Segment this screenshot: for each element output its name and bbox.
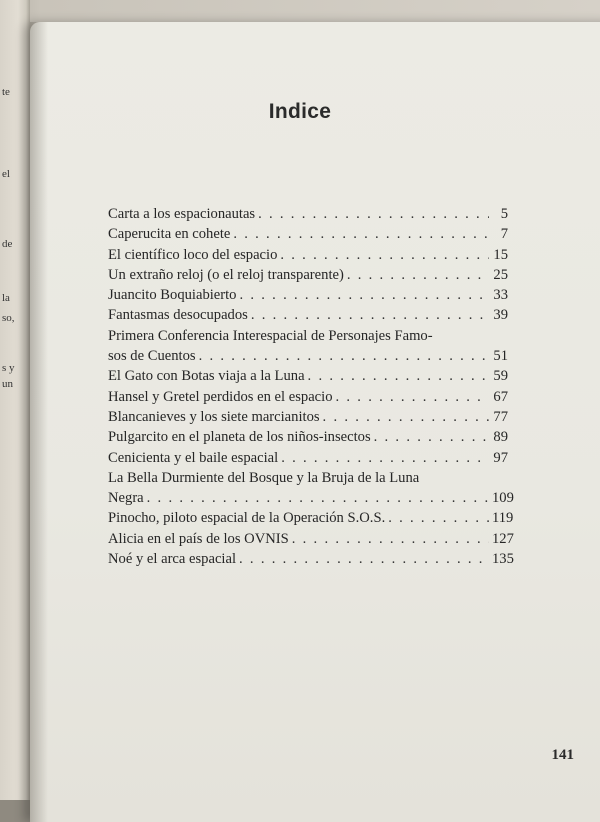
toc-entry [108, 224, 508, 244]
leader-dots [239, 549, 489, 569]
toc-entry-title: Pulgarcito en el planeta de los niños-insectos [108, 429, 371, 446]
toc-entry-page: 135 [492, 551, 514, 568]
toc-entry-page: 127 [492, 530, 514, 547]
toc-entry [108, 305, 508, 325]
toc-entry-title: Blancanieves y los siete marcianitos [108, 408, 320, 425]
toc-entry-page: 59 [493, 368, 508, 385]
toc-entry-title: Alicia en el país de los OVNIS [108, 530, 289, 547]
toc-entry [108, 346, 508, 366]
leader-dots [199, 346, 489, 366]
toc-entry-title: Fantasmas desocupados [108, 307, 248, 324]
toc-entry-title: El Gato con Botas viaja a la Luna [108, 368, 305, 385]
toc-entry [108, 529, 514, 549]
leader-dots [258, 204, 489, 224]
toc-entry-page: 109 [492, 490, 514, 507]
leader-dots [239, 285, 489, 305]
toc-entry-page: 97 [493, 449, 508, 466]
leader-dots [280, 245, 489, 265]
toc-entry [108, 427, 508, 447]
toc-entry [108, 204, 508, 224]
toc-entry-title: Pinocho, piloto espacial de la Operación S.O.S. [108, 510, 386, 527]
toc-entry [108, 265, 508, 285]
page-title: Indice [268, 100, 332, 123]
leader-dots [251, 305, 489, 325]
toc-entry-title: Juancito Boquiabierto [108, 287, 237, 304]
toc-entry-title: Cenicienta y el baile espacial [108, 449, 279, 466]
toc-entry-page: 15 [493, 246, 508, 263]
previous-page-fragment: so, [2, 312, 15, 324]
toc-entry-title: Hansel y Gretel perdidos en el espacio [108, 388, 333, 405]
leader-dots [323, 407, 489, 427]
toc-entry-page: 77 [493, 408, 508, 425]
toc-entry [108, 488, 514, 508]
previous-page-fragment: s y [2, 362, 15, 374]
previous-page-fragment: la [2, 292, 10, 304]
toc-entry-title: Carta a los espacionautas [108, 206, 256, 222]
toc-entry [108, 549, 514, 569]
toc-entry-page: 39 [493, 307, 508, 324]
toc-entry-page: 67 [493, 388, 508, 405]
toc-entry [108, 448, 508, 468]
toc-entry-page: 25 [493, 266, 508, 283]
previous-page-fragment: de [2, 238, 13, 250]
toc-entry [108, 366, 508, 386]
toc-entry-title: El científico loco del espacio [108, 246, 278, 263]
page-number: 141 [551, 747, 574, 763]
leader-dots [347, 265, 489, 285]
leader-dots [292, 529, 489, 549]
previous-page-fragment: te [2, 86, 10, 98]
toc-entry-page: 89 [493, 429, 508, 446]
toc-entry-page: 5 [500, 206, 508, 222]
toc-entry-title: sos de Cuentos [108, 348, 196, 365]
previous-page-fragment: un [2, 378, 13, 390]
toc-entry-title: Negra [108, 490, 144, 507]
toc-entry [108, 285, 508, 305]
toc-entry [108, 245, 508, 265]
toc-entry-page: 51 [493, 348, 508, 365]
leader-dots [308, 366, 489, 386]
toc-entry-page: 7 [500, 226, 508, 243]
toc-entry [108, 407, 508, 427]
leader-dots [336, 387, 489, 407]
leader-dots [374, 427, 489, 447]
leader-dots [147, 488, 489, 508]
leader-dots [233, 224, 489, 244]
toc-entry-title-line1: Primera Conferencia Interespacial de Personajes Famo- [108, 327, 433, 344]
toc-entry-title: Caperucita en cohete [108, 226, 231, 243]
leader-dots [281, 448, 489, 468]
toc-entry [108, 387, 508, 407]
toc-entry-title-line1: La Bella Durmiente del Bosque y la Bruja de la Luna [108, 469, 420, 486]
toc-entry-title: Un extraño reloj (o el reloj transparente) [108, 266, 344, 283]
toc-entry-page: 119 [492, 510, 514, 527]
toc-entry [108, 508, 514, 528]
table-of-contents [108, 204, 514, 569]
leader-dots [388, 508, 489, 528]
previous-page-fragment: el [2, 168, 10, 180]
toc-entry-title: Noé y el arca espacial [108, 551, 237, 568]
toc-entry-page: 33 [493, 287, 508, 304]
